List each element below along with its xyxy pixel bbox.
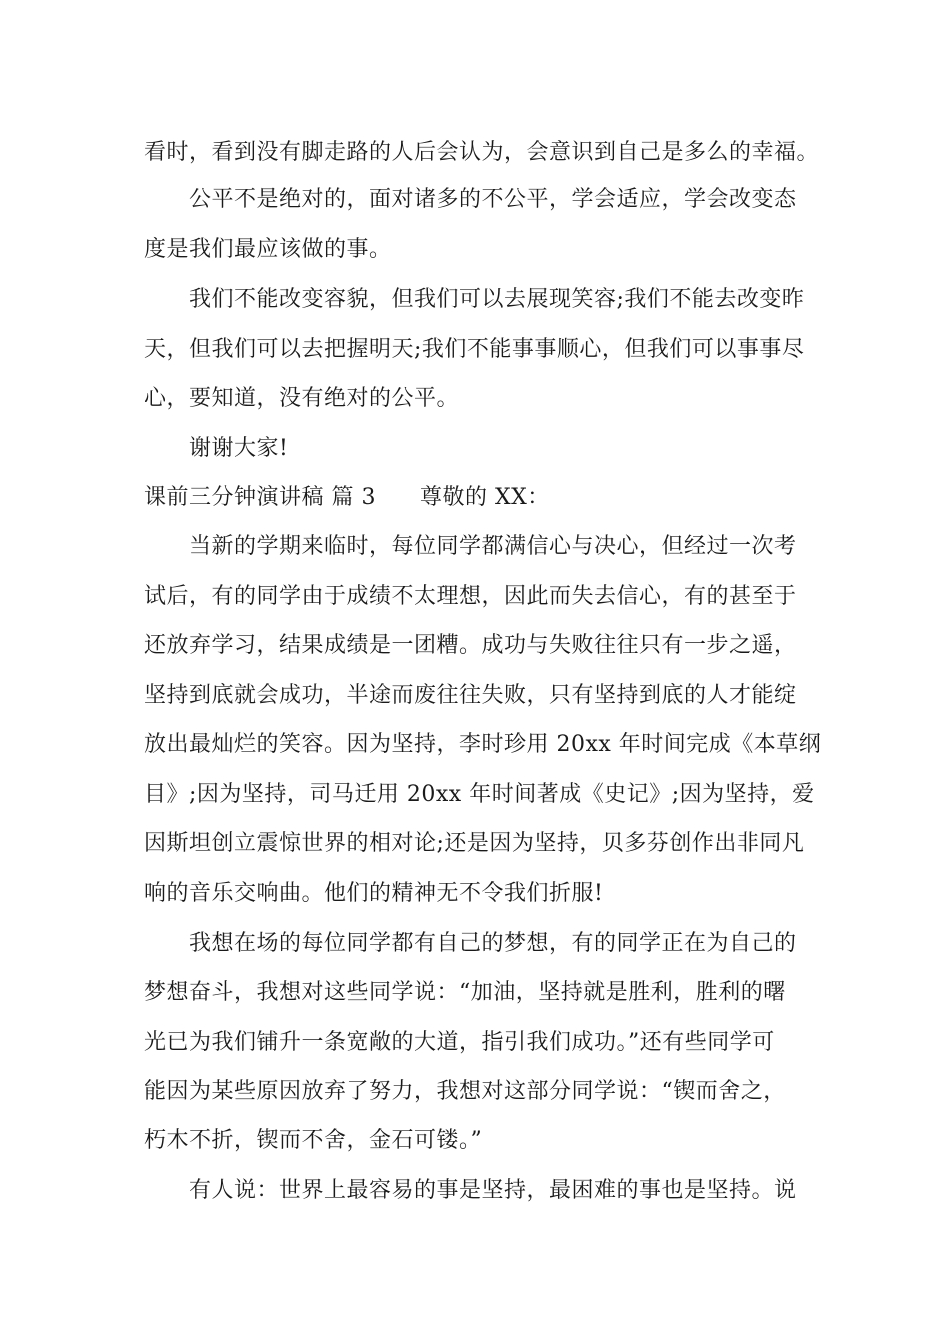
text-line: 光已为我们铺升一条宽敞的大道，指引我们成功。”还有些同学可 <box>144 1030 775 1055</box>
text-line: 朽木不折，锲而不舍，金石可镂。” <box>144 1128 483 1153</box>
text-line: 看时，看到没有脚走路的人后会认为，会意识到自己是多么的幸福。 <box>144 140 820 165</box>
text-line: 我想在场的每位同学都有自己的梦想，有的同学正在为自己的 <box>189 931 797 956</box>
text-line: 度是我们最应该做的事。 <box>144 237 392 262</box>
text-line: 放出最灿烂的笑容。因为坚持，李时珍用 20xx 年时间完成《本草纲 <box>144 732 822 757</box>
section-title: 课前三分钟演讲稿 篇 3 <box>144 485 376 510</box>
text-line: 当新的学期来临时，每位同学都满信心与决心，但经过一次考 <box>189 534 797 559</box>
section-heading <box>144 478 550 518</box>
text-line: 公平不是绝对的，面对诸多的不公平，学会适应，学会改变态 <box>189 187 797 212</box>
text-line: 谢谢大家! <box>189 436 289 461</box>
text-line: 还放弃学习，结果成绩是一团糟。成功与失败往往只有一步之遥， <box>144 633 797 658</box>
text-line: 心，要知道，没有绝对的公平。 <box>144 386 460 411</box>
text-line: 有人说：世界上最容易的事是坚持，最困难的事也是坚持。说 <box>189 1178 797 1203</box>
text-line: 坚持到底就会成功，半途而废往往失败，只有坚持到底的人才能绽 <box>144 683 797 708</box>
salutation: 尊敬的 XX： <box>419 485 550 510</box>
text-line: 梦想奋斗，我想对这些同学说：“加油，坚持就是胜利，胜利的曙 <box>144 980 786 1005</box>
text-line: 天，但我们可以去把握明天;我们不能事事顺心，但我们可以事事尽 <box>144 337 805 362</box>
text-line: 能因为某些原因放弃了努力，我想对这部分同学说：“锲而舍之， <box>144 1079 786 1104</box>
text-line: 因斯坦创立震惊世界的相对论;还是因为坚持，贝多芬创作出非同凡 <box>144 831 805 856</box>
text-line: 目》;因为坚持，司马迁用 20xx 年时间著成《史记》;因为坚持，爱 <box>144 782 815 807</box>
text-line: 我们不能改变容貌，但我们可以去展现笑容;我们不能去改变昨 <box>189 287 805 312</box>
text-line: 响的音乐交响曲。他们的精神无不令我们折服! <box>144 881 604 906</box>
text-line: 试后，有的同学由于成绩不太理想，因此而失去信心，有的甚至于 <box>144 584 797 609</box>
